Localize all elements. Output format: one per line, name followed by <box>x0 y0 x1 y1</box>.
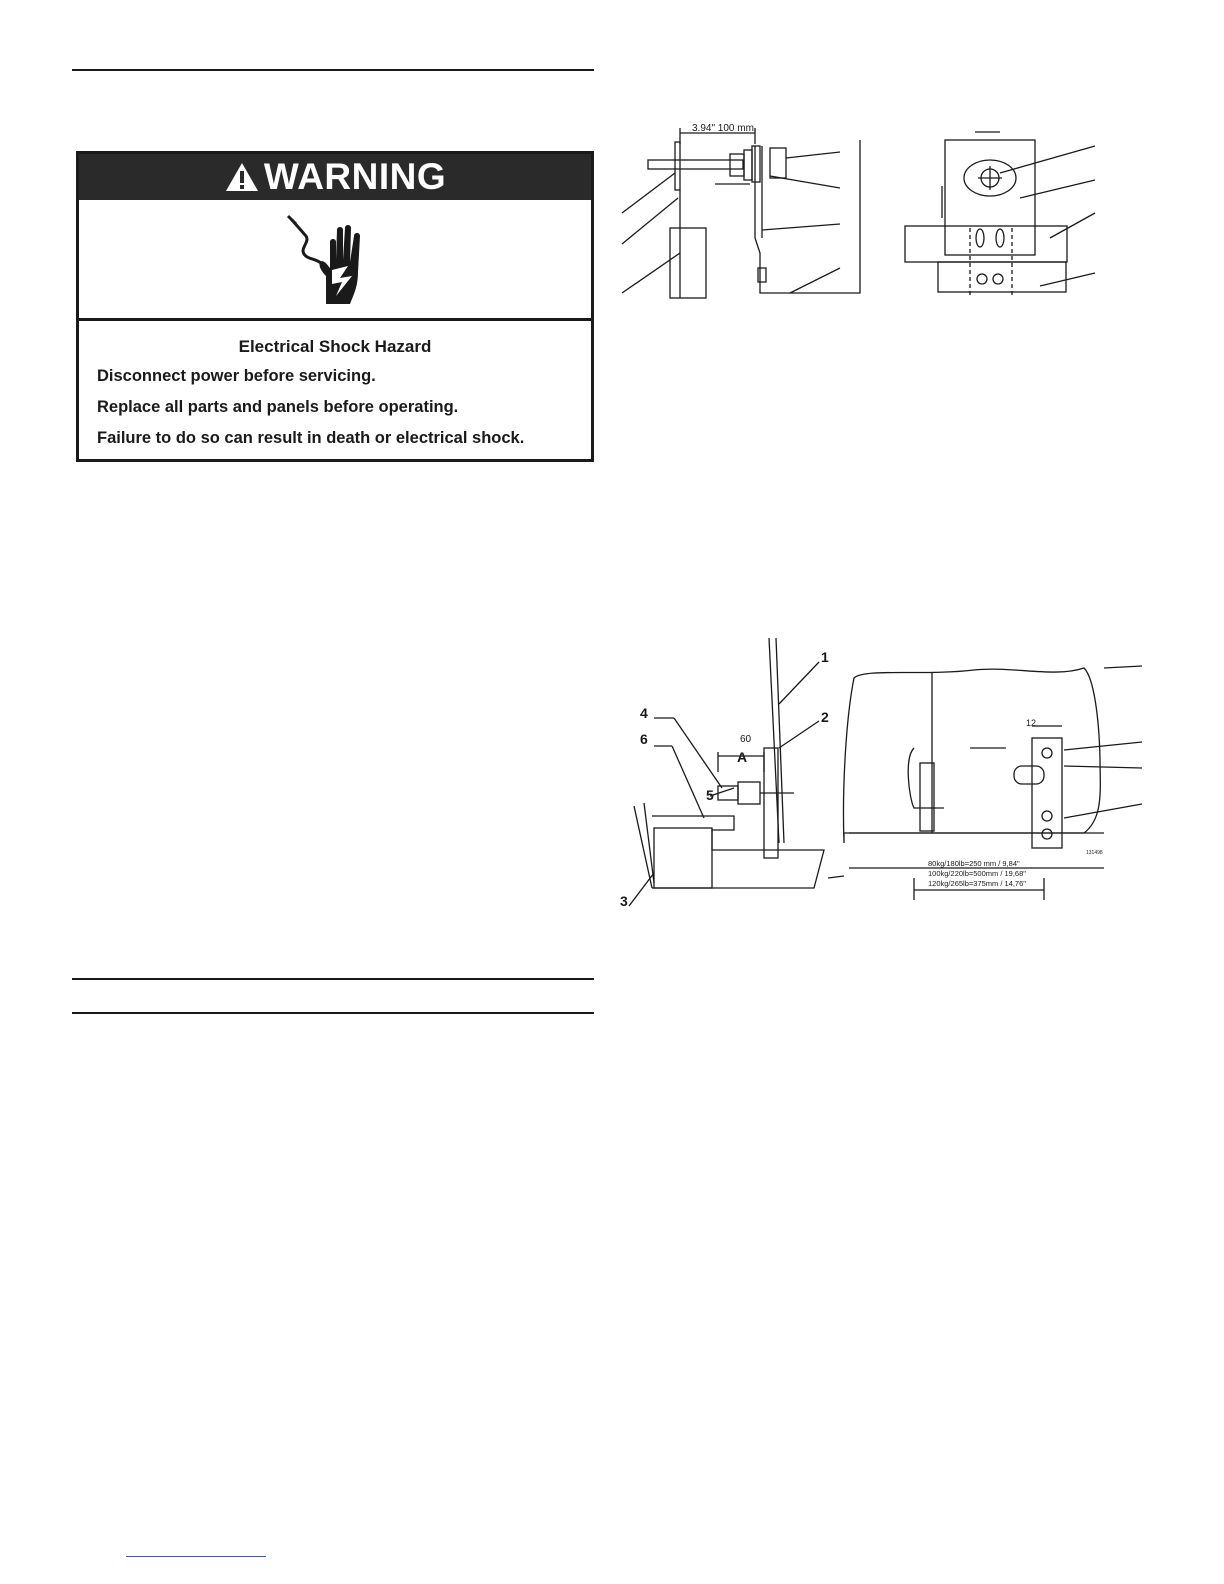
callout-2: 2 <box>821 709 829 725</box>
dimension-12: 12 <box>1026 718 1037 728</box>
warning-header <box>79 154 591 200</box>
weight-spec: 100kg/220lb=500mm / 19,68" <box>928 869 1026 878</box>
hazard-title: Electrical Shock Hazard <box>238 337 432 356</box>
electric-shock-hand-icon <box>286 214 376 306</box>
section-rule-upper <box>72 978 594 980</box>
dimension-label: 3.94" 100 mm <box>692 123 754 134</box>
weight-spec: 120kg/265lb=375mm / 14,76" <box>928 879 1026 888</box>
warning-pictogram-area <box>79 200 591 321</box>
weight-spec: 80kg/180lb=250 mm / 9,84" <box>928 859 1020 868</box>
warning-box <box>76 151 594 462</box>
callout-1: 1 <box>821 649 829 665</box>
section-rule-lower <box>72 1012 594 1014</box>
bracket-installation-figure <box>614 638 1144 913</box>
bracket-side-view-figure <box>620 118 1100 308</box>
callout-4: 4 <box>640 705 648 721</box>
warning-line: Disconnect power before servicing. <box>97 367 376 385</box>
footer-link-underline[interactable] <box>126 1556 266 1557</box>
drawing-code: 131498 <box>1086 850 1103 856</box>
callout-3: 3 <box>620 893 628 909</box>
warning-label: WARNING <box>263 156 447 197</box>
dimension-a: A <box>737 749 748 765</box>
callout-5: 5 <box>706 787 714 803</box>
callout-6: 6 <box>640 731 648 747</box>
top-section-rule <box>72 69 594 71</box>
warning-text-block <box>79 321 591 448</box>
warning-line: Failure to do so can result in death or electrical shock. <box>97 429 525 447</box>
dimension-60: 60 <box>740 734 752 745</box>
warning-line: Replace all parts and panels before operating. <box>97 398 459 416</box>
warning-triangle-icon <box>224 161 260 193</box>
